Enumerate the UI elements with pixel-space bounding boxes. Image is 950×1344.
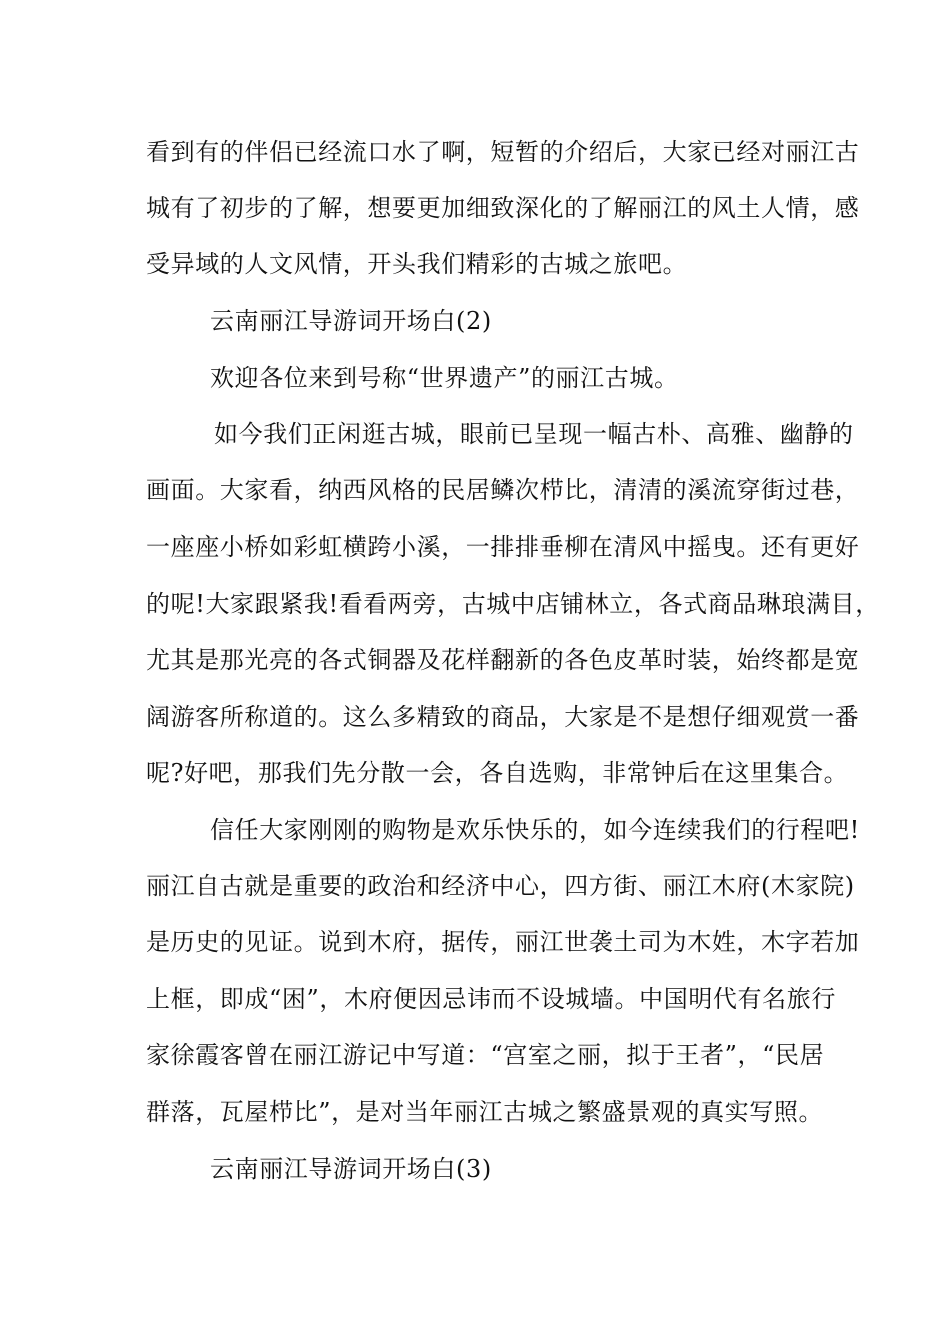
text-line: 城有了初步的了解，想要更加细致深化的了解丽江的风土人情，感 [146,194,860,222]
text-line: 尤其是那光亮的各式铜器及花样翻新的各色皮革时装，始终都是宽 [146,646,860,674]
text-line: 一座座小桥如彩虹横跨小溪，一排排垂柳在清风中摇曳。还有更好 [146,533,860,561]
text-line: 受异域的人文风情，开头我们精彩的古城之旅吧。 [146,250,688,278]
text-line: 家徐霞客曾在丽江游记中写道：“宫室之丽，拟于王者”，“民居 [146,1041,825,1069]
text-line: 阔游客所称道的。这么多精致的商品，大家是不是想仔细观赏一番 [146,703,860,731]
text-line: 的呢!大家跟紧我!看看两旁，古城中店铺林立，各式商品琳琅满目， [146,590,880,618]
text-line: 画面。大家看，纳西风格的民居鳞次栉比，清清的溪流穿街过巷， [146,476,860,504]
text-line: 信任大家刚刚的购物是欢乐快乐的，如今连续我们的行程吧! [210,816,860,844]
text-line: 群落，瓦屋栉比”，是对当年丽江古城之繁盛景观的真实写照。 [146,1098,824,1126]
text-line: 是历史的见证。说到木府，据传，丽江世袭土司为木姓，木字若加 [146,928,860,956]
text-line: 上框，即成“困”，木府便因忌讳而不设城墙。中国明代有名旅行 [146,985,836,1013]
text-line: 如今我们正闲逛古城，眼前已呈现一幅古朴、高雅、幽静的 [214,420,854,448]
text-line: 看到有的伴侣已经流口水了啊，短暂的介绍后，大家已经对丽江古 [146,138,860,166]
text-line: 欢迎各位来到号称“世界遗产”的丽江古城。 [210,364,679,392]
text-line: 呢?好吧，那我们先分散一会，各自选购，非常钟后在这里集合。 [146,759,849,787]
section-heading: 云南丽江导游词开场白(2) [210,307,492,335]
text-line: 丽江自古就是重要的政治和经济中心，四方街、丽江木府(木家院) [146,872,855,900]
section-heading: 云南丽江导游词开场白(3) [210,1155,492,1183]
